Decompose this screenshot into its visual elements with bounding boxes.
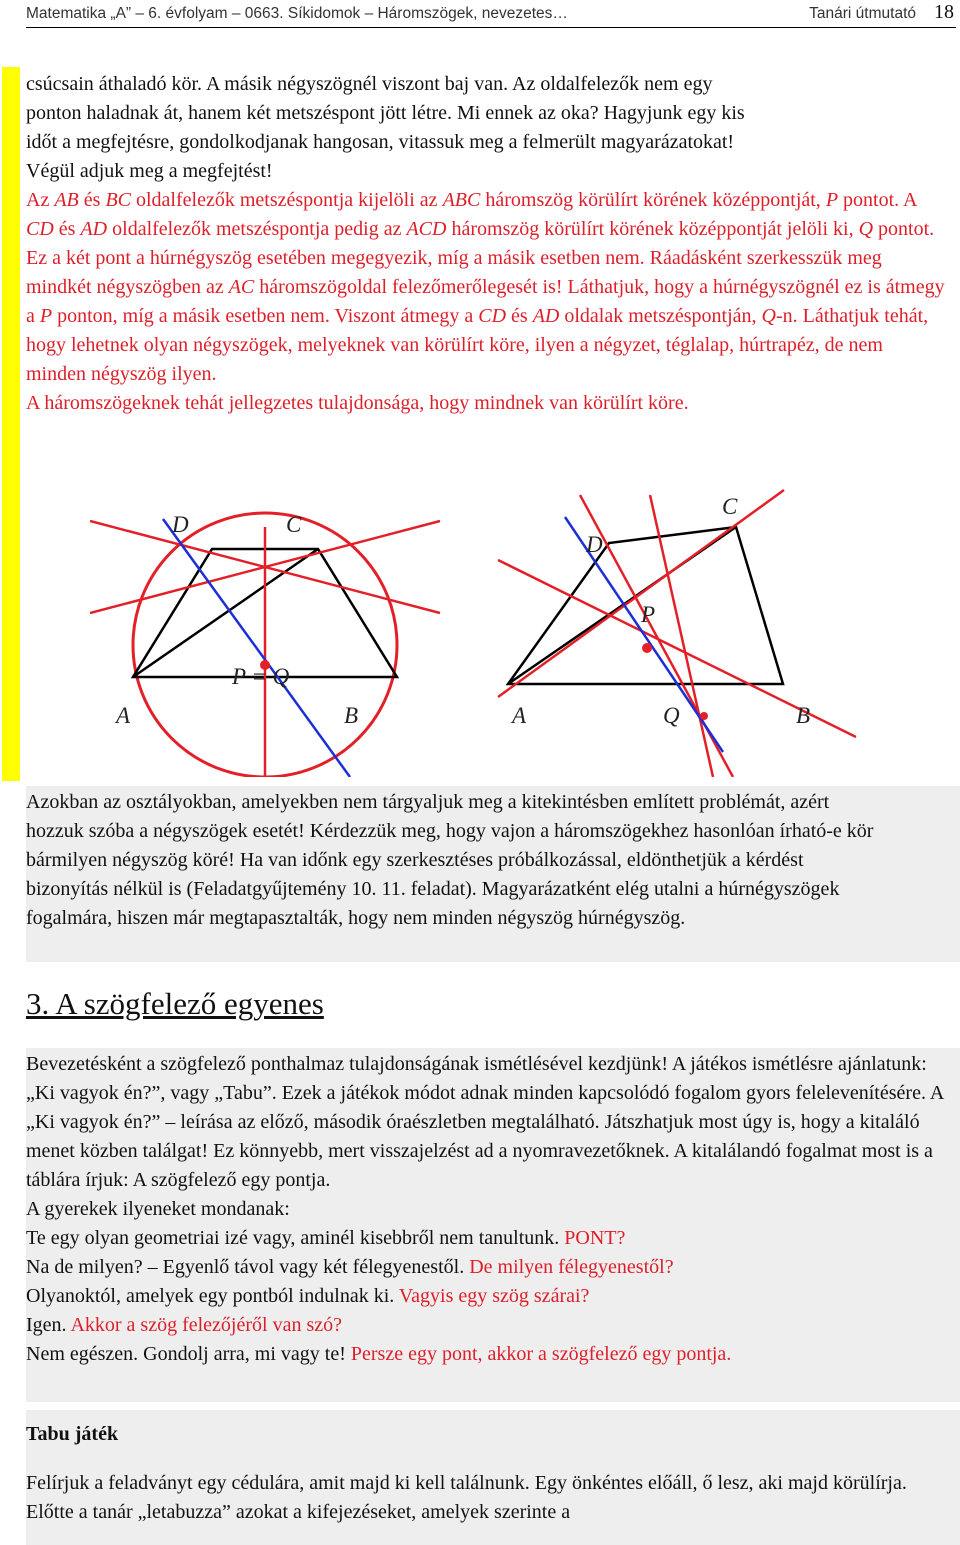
- page-number: 18: [934, 1, 954, 23]
- diagonal-ac: [133, 549, 318, 677]
- label-p-right: P: [641, 602, 656, 627]
- intro-line-1: csúcsain áthaladó kör. A másik négyszögnél viszont baj van. Az oldalfelezők nem egy: [26, 73, 713, 95]
- intro-game-text: Bevezetésként a szögfelező ponthalmaz tulajdonságának ismétlésével kezdjünk! A játékos ismétlésre ajánlatunk: „Ki vagyok én?”, vagy „Tabu”. Ezek a játékok módot adnak minden kapcsolódó fogalom gyors felelevenítésére. A „Ki vagyok én?” – leírása az előző, második óraészletben megtalálható. Játszhatjuk most úgy is, hogy a kitaláló menet közben találgat! Ez könnyebb, mert visszajelzést ad a nyomravezetőknek. A kitalálandó fogalmat most is a táblára írjuk: A szögfelező egy pontja.: [26, 1053, 944, 1191]
- intro-paragraph: [26, 70, 960, 186]
- children-say: A gyerekek ilyeneket mondanak:: [26, 1198, 290, 1220]
- label-b-left: B: [344, 703, 359, 728]
- gray-game-section: [26, 1048, 960, 1402]
- left-figure: [90, 512, 440, 777]
- note-text: Azokban az osztályokban, amelyekben nem tárgyaljuk meg a kitekintésben említett problémát, azért hozzuk szóba a négyszögek esetét! Kérdezzük meg, hogy vajon a háromszögekhez hasonlóan írható-e kör bármilyen négyszög köré! Ha van időnk egy szerkesztéses próbálkozással, eldönthetjük a kérdést bizonyítás nélkül is (Feladatgyűjtemény 10. 11. feladat). Magyarázatként elég utalni a húrnégyszögek fogalmára, hiszen már megtapasztalták, hogy nem minden négyszög húrnégyszög.: [26, 791, 874, 929]
- label-c-right: C: [722, 494, 738, 519]
- intro-line-3: időt a megfejtésre, gondolkodjanak hangosan, vitassuk meg a felmerült magyarázatokat!: [26, 131, 735, 153]
- label-d-right: D: [586, 532, 603, 557]
- label-pq: P = Q: [232, 664, 290, 689]
- label-d-left: D: [172, 512, 189, 537]
- gray-note-quadrilaterals: [26, 786, 960, 962]
- label-a-left: A: [116, 703, 131, 728]
- label-c-left: C: [286, 512, 302, 537]
- margin-highlight-bar: [2, 67, 20, 781]
- point-p: [642, 643, 652, 653]
- bisector-line: [498, 490, 784, 697]
- bisector-line: [650, 495, 713, 777]
- solution-text: Az AB és BC oldalfelezők metszéspontja kijelöli az ABC háromszög körülírt körének középpontját, P pontot. A CD és AD oldalfelezők metszéspontja pedig az ACD háromszög körülírt körének középpontját jelöli ki, Q pontot. Ez a két pont a húrnégyszög esetében megegyezik, míg a másik esetben nem. Ráadásként szerkesszük meg mindkét négyszögben az AC háromszögoldal felezőmerőlegesét is! Láthatjuk, hogy a húrnégyszögnél ez is átmegy a P ponton, míg a másik esetben nem. Viszont átmegy a CD és AD oldalak metszéspontján, Q-n. Láthatjuk tehát, hogy lehetnek olyan négyszögek, melyeknek van körülírt köre, ilyen a négyzet, téglalap, húrtrapéz, de nem minden négyszög ilyen.: [26, 189, 945, 385]
- dialogue-line-3: Olyanoktól, amelyek egy pontból indulnak ki. Vagyis egy szög szárai?: [26, 1285, 590, 1307]
- gray-tabu-section: [26, 1410, 960, 1545]
- dialogue-line-1: Te egy olyan geometriai izé vagy, aminél kisebbről nem tanultunk. PONT?: [26, 1227, 626, 1249]
- right-figure: [498, 490, 856, 777]
- header-guide: Tanári útmutató: [809, 5, 916, 22]
- dialogue-line-4: Igen. Akkor a szög felezőjéről van szó?: [26, 1314, 342, 1336]
- page-header: [26, 0, 956, 28]
- point-q: [700, 712, 708, 720]
- intro-line-2: ponton haladnak át, hanem két metszéspont jött létre. Mi ennek az oka? Hagyjunk egy kis: [26, 102, 745, 124]
- label-q-right: Q: [663, 703, 680, 728]
- solution-paragraph: [26, 186, 946, 418]
- label-a-right: A: [512, 703, 527, 728]
- tabu-text: Felírjuk a feladványt egy cédulára, amit majd ki kell találnunk. Egy önkéntes előáll, ő lesz, aki majd körülírja. Előtte a tanár „letabuzza” azokat a kifejezéseket, amelyek szerinte a: [26, 1472, 907, 1523]
- solution-conclusion: A háromszögeknek tehát jellegzetes tulajdonsága, hogy mindnek van körülírt köre.: [26, 392, 689, 414]
- tabu-title: Tabu játék: [26, 1423, 119, 1445]
- label-b-right: B: [796, 703, 811, 728]
- quadrilateral-diagrams: [90, 487, 860, 777]
- dialogue-line-2: Na de milyen? – Egyenlő távol vagy két félegyenestől. De milyen félegyenestől?: [26, 1256, 674, 1278]
- section-heading: 3. A szögfelező egyenes: [26, 986, 324, 1021]
- dialogue-line-5: Nem egészen. Gondolj arra, mi vagy te! Persze egy pont, akkor a szögfelező egy pontja.: [26, 1343, 732, 1365]
- intro-line-4: Végül adjuk meg a megfejtést!: [26, 160, 273, 182]
- header-title: Matematika „A” – 6. évfolyam – 0663. Síkidomok – Háromszögek, nevezetes…: [26, 5, 568, 22]
